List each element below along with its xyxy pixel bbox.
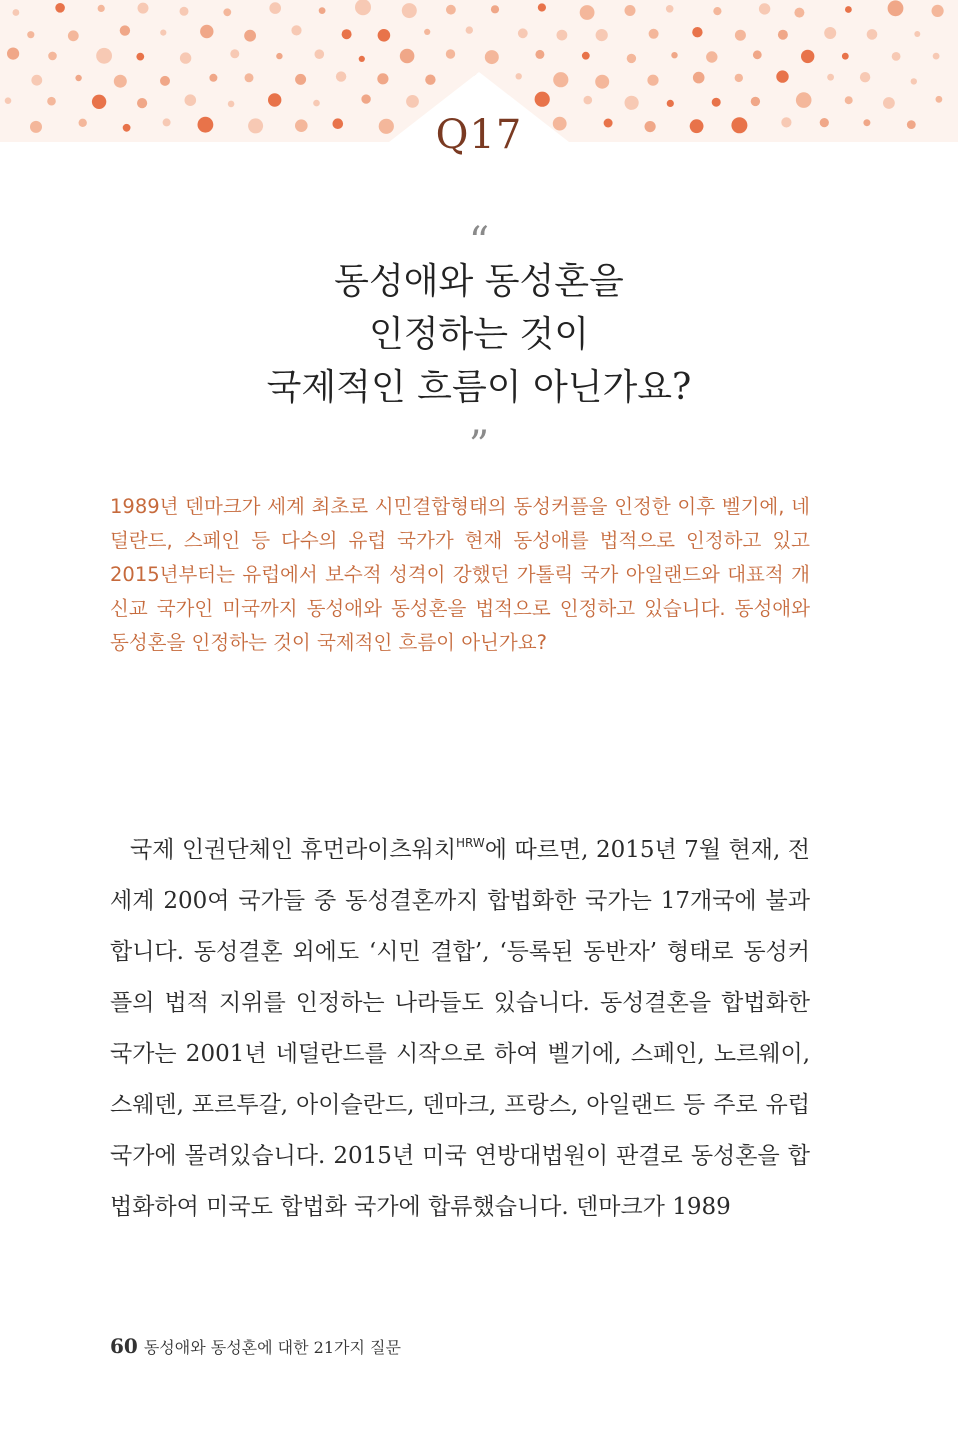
decorative-dot (580, 5, 595, 20)
decorative-dot (209, 74, 217, 82)
decorative-dot (377, 73, 388, 84)
page-footer (110, 1334, 401, 1358)
decorative-dot (627, 54, 636, 63)
decorative-dot (538, 3, 546, 11)
decorative-dot (355, 0, 371, 15)
question-title (0, 255, 958, 414)
decorative-dot (402, 3, 417, 18)
decorative-dot (751, 97, 760, 106)
decorative-dot (313, 100, 320, 107)
decorative-dot (446, 5, 456, 15)
question-lead-paragraph: 1989년 덴마크가 세계 최초로 시민결합형태의 동성커플을 인정한 이후 벨기에, 네덜란드, 스페인 등 다수의 유럽 국가가 현재 동성애를 법적으로 인정하고 있고 2015년부터는 유럽에서 보수적 성격이 강했던 가톨릭 국가 아일랜드와 대표적 개신교 국가인 미국까지 동성애와 동성혼을 법적으로 인정하고 있습니다. 동성애와 동성혼을 인정하는 것이 국제적인 흐름이 아닌가요? (110, 495, 810, 654)
decorative-dot (424, 29, 430, 35)
decorative-dot (223, 8, 231, 16)
decorative-dot (553, 72, 568, 87)
decorative-dot (883, 97, 895, 109)
decorative-dot (892, 52, 901, 61)
decorative-dot (932, 5, 944, 17)
decorative-dot (315, 49, 325, 59)
decorative-dot (180, 7, 189, 16)
decorative-dot (860, 72, 870, 82)
decorative-dot (160, 76, 170, 86)
decorative-dot (137, 98, 147, 108)
decorative-dot (671, 52, 677, 58)
decorative-dot (776, 70, 788, 82)
decorative-dot (667, 100, 674, 107)
decorative-dot (291, 25, 301, 35)
decorative-dot (845, 96, 853, 104)
decorative-dot (827, 74, 834, 81)
decorative-dot (595, 75, 609, 89)
page-number: 60 (110, 1334, 138, 1358)
decorative-dot (485, 50, 499, 64)
decorative-dot (888, 0, 904, 16)
title-line-2: 인정하는 것이 (368, 314, 590, 355)
close-quote-icon: ” (468, 423, 490, 469)
decorative-dot (867, 29, 878, 40)
decorative-dot (136, 53, 144, 61)
decorative-dot (276, 53, 282, 59)
decorative-dot (114, 75, 127, 88)
decorative-dot (535, 92, 550, 107)
decorative-dot (712, 98, 721, 107)
decorative-dot (759, 3, 770, 14)
decorative-dot (336, 71, 346, 81)
decorative-dot (933, 53, 940, 60)
hrw-superscript: HRW (456, 836, 485, 850)
decorative-dot (936, 96, 943, 103)
title-line-1: 동성애와 동성혼을 (334, 261, 624, 302)
decorative-dot (31, 75, 42, 86)
decorative-dot (13, 9, 20, 16)
decorative-dot (48, 52, 57, 61)
decorative-dot (268, 93, 281, 106)
decorative-dot (400, 49, 415, 64)
decorative-dot (185, 94, 197, 106)
decorative-dot (625, 96, 639, 110)
answer-body-paragraph (110, 825, 810, 1233)
decorative-dot (425, 75, 435, 85)
decorative-dot (693, 72, 705, 84)
decorative-dot (911, 78, 917, 84)
decorative-dot (794, 8, 804, 18)
decorative-dot (466, 26, 473, 33)
open-quote-icon: “ (468, 219, 490, 265)
body-text-part1: 국제 인권단체인 휴먼라이츠워치 (130, 837, 457, 863)
decorative-dot (200, 25, 213, 38)
body-text-part2: 에 따르면, 2015년 7월 현재, 전 세계 200여 국가들 중 동성결혼까지 합법화한 국가는 17개국에 불과합니다. 동성결혼 외에도 ‘시민 결합’, ‘등록된 동반자’ 형태로 동성커플의 법적 지위를 인정하는 나라들도 있습니다. 동성결혼을 합법화한 국가는 2001년 네덜란드를 시작으로 하여 벨기에, 스페인, 노르웨이, 스웨덴, 포르투갈, 아이슬란드, 덴마크, 프랑스, 아일랜드 등 주로 유럽국가에 몰려있습니다. 2015년 미국 연방대법원이 판결로 동성혼을 합법화하여 미국도 합법화 국가에 합류했습니다. 덴마크가 1989 (110, 837, 810, 1220)
decorative-dot (245, 73, 254, 82)
decorative-dot (801, 50, 814, 63)
decorative-dot (319, 7, 326, 14)
decorative-dot (706, 51, 717, 62)
decorative-dot (518, 28, 528, 38)
decorative-dot (7, 48, 19, 60)
decorative-dot (244, 30, 256, 42)
decorative-dot (735, 74, 743, 82)
decorative-dot (824, 27, 836, 39)
decorative-dot (647, 75, 658, 86)
decorative-dot (649, 29, 659, 39)
decorative-dot (230, 49, 239, 58)
decorative-dot (138, 3, 149, 14)
decorative-dot (692, 27, 702, 37)
decorative-dot (96, 48, 112, 64)
decorative-dot (228, 101, 235, 108)
decorative-dot (535, 50, 544, 59)
decorative-dot (55, 3, 65, 13)
decorative-dot (796, 92, 812, 108)
decorative-dot (914, 31, 920, 37)
decorative-dot (516, 73, 522, 79)
decorative-dot (180, 52, 191, 63)
decorative-dot (596, 29, 608, 41)
decorative-dot (753, 50, 762, 59)
decorative-dot (582, 52, 590, 60)
decorative-dot (269, 2, 281, 14)
decorative-dot (160, 29, 166, 35)
decorative-dot (446, 49, 455, 58)
decorative-dot (5, 97, 12, 104)
decorative-dot (120, 25, 130, 35)
question-number: Q17 (435, 112, 523, 158)
decorative-dot (735, 30, 746, 41)
decorative-dot (27, 31, 34, 38)
book-title: 동성애와 동성혼에 대한 21가지 질문 (143, 1338, 401, 1357)
decorative-dot (361, 94, 370, 103)
decorative-dot (491, 5, 499, 13)
decorative-dot (68, 30, 79, 41)
decorative-dot (778, 30, 788, 40)
decorative-dot (378, 29, 391, 42)
decorative-dot (75, 75, 81, 81)
decorative-dot (666, 5, 674, 13)
decorative-dot (98, 5, 105, 12)
title-line-3: 국제적인 흐름이 아닌가요? (266, 367, 692, 408)
decorative-dot (842, 53, 849, 60)
decorative-dot (625, 5, 636, 16)
decorative-dot (845, 6, 852, 13)
decorative-dot (295, 74, 306, 85)
decorative-dot (342, 29, 352, 39)
decorative-dot (584, 96, 593, 105)
decorative-dot (406, 95, 419, 108)
decorative-dot (713, 7, 721, 15)
decorative-dot (47, 97, 56, 106)
decorative-dot (557, 30, 568, 41)
decorative-dot (92, 95, 106, 109)
decorative-dot (359, 56, 365, 62)
